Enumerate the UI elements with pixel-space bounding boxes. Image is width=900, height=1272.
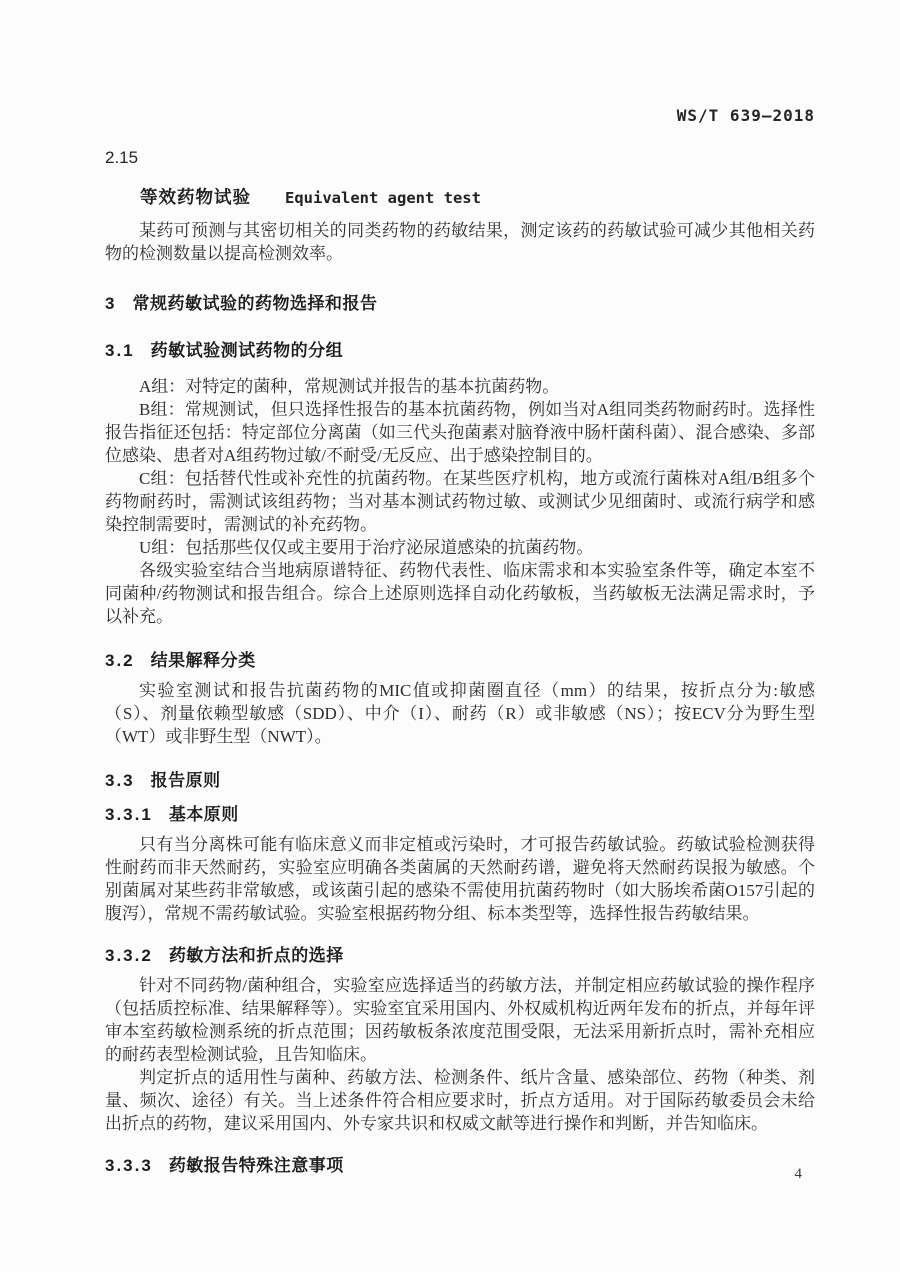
- clause-number-2-15: 2.15: [105, 148, 139, 167]
- section-title: 药敏报告特殊注意事项: [168, 1156, 344, 1175]
- section-title: 常规药敏试验的药物选择和报告: [132, 294, 378, 313]
- paragraph-group-u: U组：包括那些仅仅或主要用于治疗泌尿道感染的抗菌药物。: [139, 538, 594, 557]
- term-name-zh: 等效药物试验: [140, 187, 251, 207]
- section-title: 结果解释分类: [150, 651, 256, 670]
- paragraph-method-breakpoint-2: 判定折点的适用性与菌种、药敏方法、检测条件、纸片含量、感染部位、药物（种类、剂量、频次、途径）有关。当上述条件符合相应要求时，折点方适用。对于国际药敏委员会未给出折点的药物，建议采用国内、外专家共识和权威文献等进行操作和判断，并告知临床。: [105, 1068, 815, 1133]
- section-heading-3-3: [105, 770, 815, 791]
- page-number: 4: [794, 1166, 802, 1182]
- section-number: 3.1: [105, 341, 135, 360]
- section-heading-3-3-3: [105, 1155, 815, 1176]
- standard-code: WS/T 639—2018: [676, 106, 815, 125]
- section-number: 3.2: [105, 651, 135, 670]
- page-header: [105, 106, 815, 126]
- section-title: 报告原则: [150, 771, 221, 790]
- section-title: 基本原则: [168, 805, 239, 824]
- section-number: 3.3.1: [105, 805, 153, 824]
- section-number: 3.3.2: [105, 946, 153, 965]
- section-title: 药敏方法和折点的选择: [168, 946, 344, 965]
- paragraph-equivalent-agent: 某药可预测与其密切相关的同类药物的药敏结果，测定该药的药敏试验可减少其他相关药物的检测数量以提高检测效率。: [105, 221, 815, 263]
- paragraph-group-b: B组：常规测试，但只选择性报告的基本抗菌药物，例如当对A组同类药物耐药时。选择性报告指征还包括：特定部位分离菌（如三代头孢菌素对脑脊液中肠杆菌科菌）、混合感染、多部位感染、患者对A组药物过敏/不耐受/无反应、出于感染控制目的。: [105, 400, 815, 465]
- section-number: 3: [105, 294, 117, 313]
- term-definition-row: [105, 185, 815, 211]
- section-heading-3-2: [105, 650, 815, 671]
- paragraph-group-a: A组：对特定的菌种，常规测试并报告的基本抗菌药物。: [139, 377, 560, 396]
- paragraph-method-breakpoint-1: 针对不同药物/菌种组合，实验室应选择适当的药敏方法，并制定相应药敏试验的操作程序（包括质控标准、结果解释等）。实验室宜采用国内、外权威机构近两年发布的折点，并每年评审本室药敏检测系统的折点范围；因药敏板条浓度范围受限，无法采用新折点时，需补充相应的耐药表型检测试验，且告知临床。: [105, 976, 815, 1064]
- section-heading-3-1: [105, 340, 815, 361]
- section-number: 3.3: [105, 771, 135, 790]
- term-name-en: Equivalent agent test: [285, 189, 481, 207]
- paragraph-basic-principles: 只有当分离株可能有临床意义而非定植或污染时，才可报告药敏试验。药敏试验检测获得性耐药而非天然耐药，实验室应明确各类菌属的天然耐药谱，避免将天然耐药误报为敏感。个别菌属对某些药非常敏感，或该菌引起的感染不需使用抗菌药物时（如大肠埃希菌O157引起的腹泻），常规不需药敏试验。实验室根据药物分组、标本类型等，选择性报告药敏结果。: [105, 835, 815, 923]
- section-title: 药敏试验测试药物的分组: [150, 341, 344, 360]
- section-number: 3.3.3: [105, 1156, 153, 1175]
- paragraph-result-categories: 实验室测试和报告抗菌药物的MIC值或抑菌圈直径（mm）的结果，按折点分为:敏感（S）、剂量依赖型敏感（SDD）、中介（I）、耐药（R）或非敏感（NS）；按ECV分为野生型（WT）或非野生型（NWT）。: [105, 681, 815, 746]
- section-heading-3-3-1: [105, 804, 815, 825]
- paragraph-group-c: C组：包括替代性或补充性的抗菌药物。在某些医疗机构，地方或流行菌株对A组/B组多个药物耐药时，需测试该组药物；当对基本测试药物过敏、或测试少见细菌时、或流行病学和感染控制需要时，需测试的补充药物。: [105, 469, 815, 534]
- section-heading-3: [105, 293, 815, 314]
- section-heading-3-3-2: [105, 945, 815, 966]
- paragraph-lab-note: 各级实验室结合当地病原谱特征、药物代表性、临床需求和本实验室条件等，确定本室不同菌种/药物测试和报告组合。综合上述原则选择自动化药敏板，当药敏板无法满足需求时，予以补充。: [105, 561, 815, 626]
